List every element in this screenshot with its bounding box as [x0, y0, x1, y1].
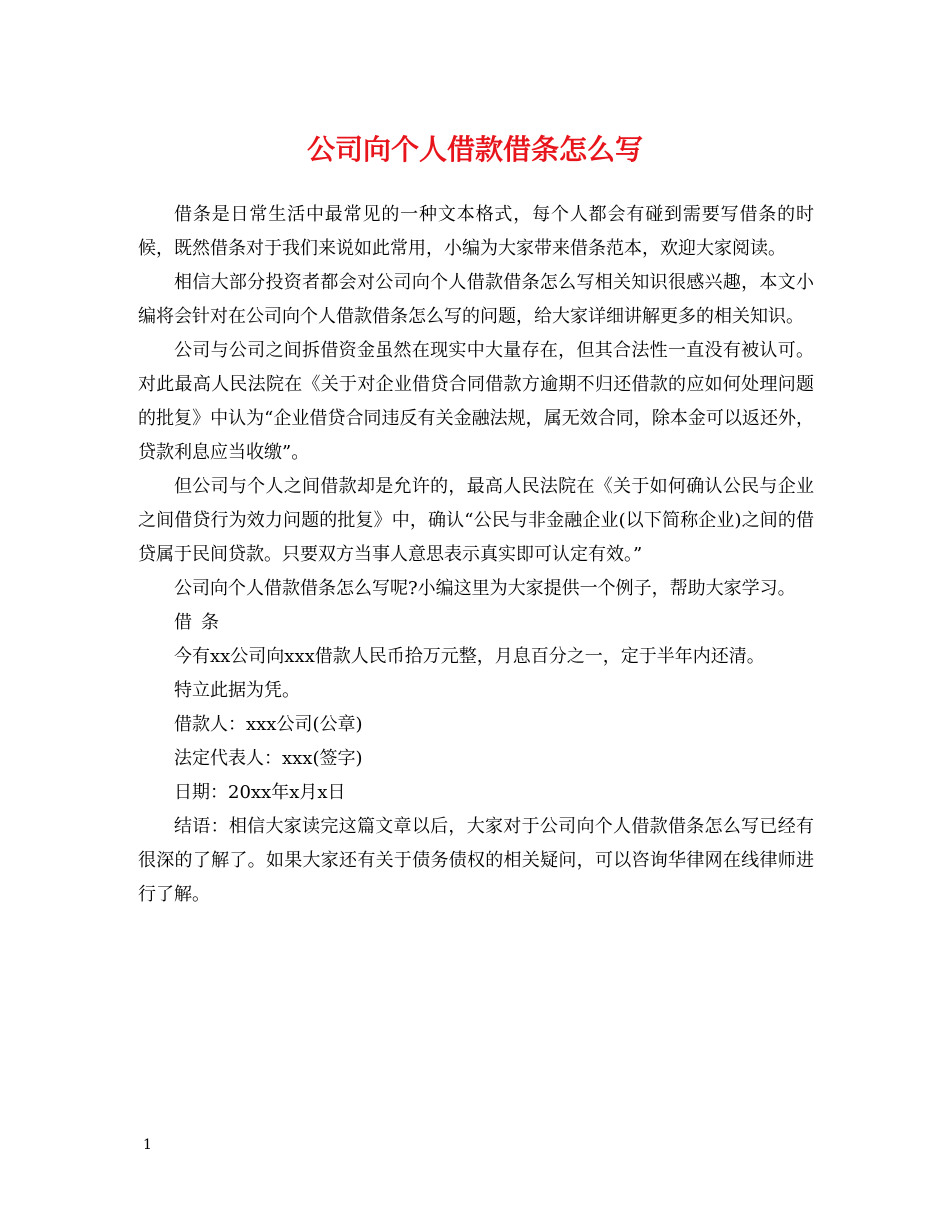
- paragraph-intro: 借条是日常生活中最常见的一种文本格式，每个人都会有碰到需要写借条的时候，既然借条对于我们来说如此常用，小编为大家带来借条范本，欢迎大家阅读。: [138, 204, 814, 259]
- iou-heading: 借条: [174, 612, 228, 633]
- iou-proof-line: 特立此据为凭。: [174, 680, 300, 701]
- paragraph-company-lending: 公司与公司之间拆借资金虽然在现实中大量存在，但其合法性一直没有被认可。对此最高人民法院在《关于对企业借贷合同借款方逾期不归还借款的应如何处理问题的批复》中认为“企业借贷合同违反有关金融法规，属无效合同，除本金可以返还外，贷款利息应当收缴”。: [138, 340, 814, 463]
- paragraph-individual-lending: 但公司与个人之间借款却是允许的，最高人民法院在《关于如何确认公民与企业之间借贷行为效力问题的批复》中，确认“公民与非金融企业(以下简称企业)之间的借贷属于民间贷款。只要双方当事人意思表示真实即可认定有效。”: [138, 476, 814, 565]
- document-body: [138, 198, 814, 912]
- iou-borrower: 借款人：xxx公司(公章): [174, 714, 363, 735]
- page-number: 1: [143, 1137, 152, 1153]
- paragraph-topic: 相信大部分投资者都会对公司向个人借款借条怎么写相关知识很感兴趣，本文小编将会针对在公司向个人借款借条怎么写的问题，给大家详细讲解更多的相关知识。: [138, 272, 814, 327]
- iou-date: 日期：20xx年x月x日: [174, 782, 346, 803]
- paragraph-example-intro: 公司向个人借款借条怎么写呢?小编这里为大家提供一个例子，帮助大家学习。: [174, 578, 796, 599]
- iou-legal-representative: 法定代表人：xxx(签字): [174, 748, 363, 769]
- paragraph-conclusion: 结语：相信大家读完这篇文章以后，大家对于公司向个人借款借条怎么写已经有很深的了解了。如果大家还有关于债务债权的相关疑问，可以咨询华律网在线律师进行了解。: [138, 816, 814, 905]
- page-title: 公司向个人借款借条怎么写: [306, 133, 643, 166]
- iou-content: 今有xx公司向xxx借款人民币拾万元整，月息百分之一，定于半年内还清。: [174, 646, 765, 667]
